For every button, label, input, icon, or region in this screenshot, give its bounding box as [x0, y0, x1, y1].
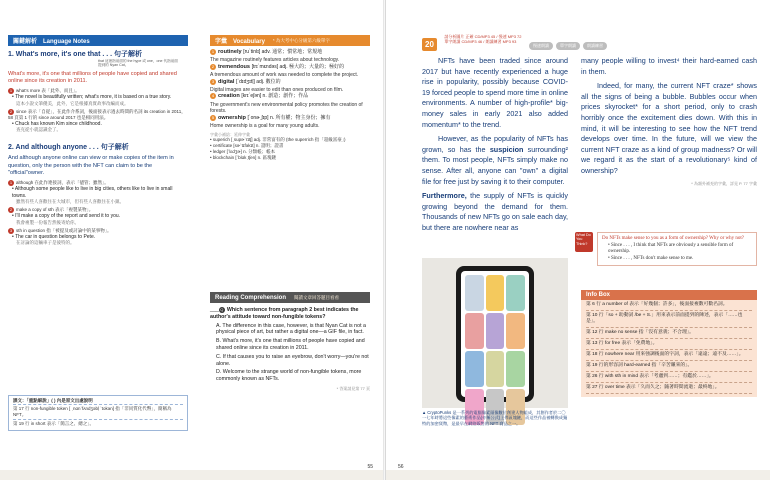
vocab-word: routinely — [218, 49, 244, 55]
cryptopunk-tile — [506, 351, 525, 387]
think-answer-1: • Since . . . , I think that NFTs are obviously a sensible form of ownership. — [608, 242, 734, 254]
vocab-word: creation — [218, 93, 242, 100]
phone-icon — [456, 266, 534, 402]
audio-line-2: 單字朗讀 CD/MP3 46 / 朗讀練習 MP3 93 — [444, 39, 517, 44]
article-paragraph-1: NFTs have been traded since around 2017 but have recently experienced a huge rise in popularity, possibly because COVID-19 forced people to spend more time in online environments. A number of high-profile* big-money sales in early 2021 also added momentum* to the trend. — [422, 56, 568, 129]
info-box — [581, 290, 757, 397]
page-number-right: 56 — [398, 464, 404, 470]
vocab-more-item: • blockchain [ˋblɑkˌtʃen] n. 區塊鏈 — [210, 155, 277, 161]
vocab-item — [210, 115, 370, 121]
vocab-item — [210, 79, 370, 85]
bottom-stripe — [0, 470, 385, 480]
q2-point-1: 1 although 在此作連接詞，表示「儘管；雖然」。 — [9, 179, 109, 185]
vocabulary — [210, 35, 370, 161]
info-row: 第 6 行 a number of 表示「好幾個；許多」，後面接複數可數名詞。 — [586, 300, 752, 311]
think-answer-2: • Since . . . , NFTs don't make sense to me. — [608, 255, 694, 261]
vocab-word: tremendous — [218, 63, 252, 70]
q2-title: 2. And although anyone . . . 句子解析 — [8, 144, 129, 152]
q2-point-3: 3 sth in question 指「被提及或討論中的某事物」。 — [9, 227, 112, 233]
audio-bar — [422, 34, 622, 52]
bottom-stripe — [386, 470, 770, 480]
vocab-more-label: 字彙小補給：延伸字彙 — [210, 132, 250, 138]
rc-option: B. What's more, it's one that millions of people have copied and shared online since its creation in 2011. — [216, 338, 365, 351]
lesson-badge: 20 — [422, 38, 437, 51]
language-notes-header: 關鍵解析 Language Notes — [8, 35, 188, 46]
vocab-word: digital — [218, 78, 237, 85]
audio-pill: 朗讀練習 — [583, 42, 607, 50]
vocab-example: The magazine routinely features articles about technology. — [210, 57, 340, 64]
info-row: 第 19 行的形容詞 hard-earned 指「辛苦賺來的」。 — [586, 361, 752, 372]
audio-pill: 慢速朗讀 — [529, 42, 553, 50]
think-box — [597, 232, 757, 266]
cryptopunks-grid — [461, 271, 529, 397]
rc-header: Reading Comprehension 閱讀文章回答題目看看 — [210, 292, 370, 303]
article-paragraph-3: Furthermore, the supply of NFTs is quickly growing beyond the demand for them. Thousands of new NFTs go on sale each day, but there are nowhere near as — [422, 191, 568, 232]
vocab-meaning: 創造；創作；作品 — [268, 93, 309, 100]
info-row: 第 13 行 for free 表示「免費地」。 — [586, 339, 752, 350]
vocab-ipa: [krɪˋeʃən] n. — [241, 93, 269, 100]
audio-line-1: 請分析圖片 正確 CD/MP3 45 / 慢速 MP3 72 — [444, 34, 522, 39]
vocab-meaning: 數位的 — [265, 78, 281, 85]
page-number-left: 55 — [367, 464, 373, 470]
q2-example-1: • Although some people like to live in big cities, others like to live in small towns. — [12, 185, 173, 199]
vocab-example: Home ownership is a goal for many young adults. — [210, 123, 320, 130]
q1-example-2: • Chuck has known Kim since childhood. — [12, 120, 102, 127]
key-points-box — [8, 395, 188, 431]
key-points-title: 課文：「重點解說」( ) 內是原文出處說明 — [13, 398, 183, 405]
think-tag: What Do You Think? — [575, 232, 593, 252]
vocabulary-header: 字彙 Vocabulary * 為大考中心分級第六級單字 — [210, 35, 370, 46]
info-row: 第 10 行「so + 助動詞 /be + S.」用來表示前面提到的陳述，表示「……也是」。 — [586, 311, 752, 328]
cryptopunk-tile — [506, 313, 525, 349]
cryptopunk-tile — [465, 313, 484, 349]
rc-answer-note: * 答案請見第 77 頁 — [336, 385, 370, 391]
q2-example-2-zh: 我會複製一份報告然後寄給你。 — [16, 219, 79, 225]
article-paragraph-5: Indeed, for many, the current NFT craze* shows all the signs of being a bubble. Bubbles occur when prices skyrocket* for a short period, only to crash horribly once the excitement dies down. With this in mind, it will be interesting to see how the NFT trend develops over time. In the future, will we view the current NFT craze as a kind of group madness? Or will we regard it as the start of a revolutionary⁵ kind of ownership? — [581, 81, 757, 175]
q1-point-2: 2 since 表示「自從」，在此作介系詞，後面接表示過去時間的名詞 its creation in 2011，58 頁第 1 行的 since around 2017 也是相同用法。 — [8, 108, 186, 120]
info-row: 第 18 行 nowhere near 用來強調後面的字詞，表示「遠遠；遠不及……」。 — [586, 350, 752, 361]
audio-pill: 單字朗讀 — [556, 42, 580, 50]
cryptopunk-tile — [465, 351, 484, 387]
vocab-meaning: 極大的；大量的；極好的 — [289, 63, 345, 70]
vocab-item — [210, 49, 370, 55]
vocab-example: A tremendous amount of work was needed to complete the project. — [210, 72, 359, 79]
q2-example-3: • The car in question belongs to Pete. — [12, 233, 96, 240]
info-row: 第 27 行 over time 表示「久而久之；隨著時間流逝；最終地」。 — [586, 383, 752, 394]
vocab-more-item: • superich [ˌsupɚˋrɪtʃ] adj. 非常富有的 (the superrich 指「超級富豪」) — [210, 137, 346, 143]
vocab-example: The government's new environmental policy promotes the creation of forests. — [210, 101, 363, 115]
rc-option: D. Welcome to the strange world of non-fungible tokens, more commonly known as NFTs. — [216, 369, 362, 383]
vocab-word: ownership — [218, 114, 248, 121]
cryptopunk-tile — [465, 275, 484, 311]
audio-pills — [526, 34, 607, 51]
info-row: 第 12 行 make no sense 指「沒有意義；不合理」。 — [586, 328, 752, 339]
key-point-row: 第 17 行 non-fungible token [ ˌnɑnˋfʌndʒəbḷ ˋtokən] 指「非同質化代幣」，簡稱為 NFT。 — [13, 405, 183, 420]
q1-example-1: • The novel is beautifully written; what's more, it is based on a true story. — [12, 94, 172, 100]
cryptopunk-tile — [486, 351, 505, 387]
vocab-meaning: 通常；慣常地；常規地 — [272, 49, 323, 55]
rc-options — [210, 323, 370, 383]
vocab-meaning: 所有權；物主身份；擁有 — [275, 114, 331, 121]
q1-title: 1. What's more, it's one that . . . 句子解析 — [8, 51, 143, 58]
vocab-number: 3 — [211, 78, 215, 84]
reading-comprehension — [210, 292, 370, 391]
q1-point-1: 1 what's more 表「此外、而且」。 — [9, 88, 80, 93]
article-column-2 — [581, 56, 757, 186]
q1-example-1-zh: 這本小說文筆優美，此外，它是根據真實故事改編而成。 — [16, 100, 129, 106]
photo-caption: ▲ CryptoPunks 是一系列的電腦像素頭像數位創建人物組成，其創作者於二〇一七年時將這些像素的藝術作品(亦稱公式)上傳區塊鏈，而這些作品被轉換成獨特的加密貨幣，是最早在網絡販售的 NFT 商品之一。 — [422, 410, 568, 426]
article-column-1 — [422, 56, 568, 238]
vocab-ipa: [ruˋtinlɪ] adv. — [243, 49, 273, 55]
q2-example-3-zh: 在討論的這輛車子是彼特的。 — [16, 240, 75, 246]
q1-example-2-zh: 查克從小就認識金了。 — [16, 127, 61, 133]
cryptopunk-tile — [506, 275, 525, 311]
vocabulary-list — [210, 49, 370, 129]
vocab-example: Digital images are easier to edit than ones produced on film. — [210, 87, 344, 94]
vocab-ipa: [ˋdɪdʒɪtḷ] adj. — [236, 78, 266, 85]
info-row: 第 26 行 with sth in mind 表示「考慮到……；有鑑於……」。 — [586, 372, 752, 383]
q2-example-1-zh: 雖然有些人喜歡住在大城市，但有些人喜歡住在小鎮。 — [16, 199, 124, 205]
vocab-item — [210, 93, 370, 99]
vocab-more-item: • ledger [ˋlɛdʒɚ] n. 分類帳；帳本 — [210, 149, 276, 155]
article-paragraph-2: However, as the popularity of NFTs has grown, so has the suspicion surrounding² them. To most people, NFTs simply make no sense. After all, anyone can "own" a digital file for free just by saving it to their computer. — [422, 134, 568, 186]
vocab-ipa: [trɪˋmɛndəs] adj. — [251, 63, 289, 70]
vocab-number: 4 — [211, 93, 215, 99]
vocab-number: 1 — [211, 49, 215, 54]
key-point-row: 第 19 行 in short 表示「簡言之、總之」。 — [13, 421, 95, 426]
q2-sentence: And although anyone online can view or make copies of the item in question, only the person with the NFT can claim to be the "official"owner. — [8, 155, 174, 177]
right-page — [385, 0, 770, 480]
article-paragraph-4: many people willing to invest⁴ their hard-earned cash in them. — [581, 56, 757, 76]
q2-example-2: • I'll make a copy of the report and send it to you. — [12, 213, 121, 220]
q1-sentence: What's more, it's one that millions of people have copied and shared online since its creation in 2011. — [8, 70, 177, 85]
vocab-number: 2 — [211, 63, 215, 69]
cryptopunk-tile — [486, 275, 505, 311]
cryptopunk-tile — [486, 313, 505, 349]
info-rows — [581, 300, 757, 394]
vocab-more-list — [210, 137, 370, 161]
rc-option: C. If that causes you to raise an eyebrow, don't worry—you're not alone. — [216, 353, 369, 367]
q1-note: that 這裡指前面的 the hype 或 one，one 代指前面提到的 Nyan Cat。 — [98, 59, 178, 68]
vocab-number: 5 — [211, 114, 215, 120]
vocab-item — [210, 64, 370, 70]
rc-question: ___Q Which sentence from paragraph 2 best indicates the author's attitude toward non-fungible tokens? — [210, 307, 359, 320]
article-note: * 為額外補充的字彙，詳見 P. 77 字彙 — [691, 180, 757, 186]
language-notes — [8, 35, 188, 246]
vocab-ipa: [ˋonɚˌʃɪp] n. — [247, 114, 276, 121]
info-box-header: Info Box — [581, 290, 757, 300]
rc-option: A. The difference in this case, however, is that Nyan Cat is not a physical piece of art, but rather a digital one—a GIF file, in fact. — [216, 322, 366, 336]
think-question: Do NFTs make sense to you as a form of ownership? Why or why not? — [602, 236, 745, 241]
vocab-more-item: • certificate [sɚˋtɪfəkɪt] n. 證明；證書 — [210, 143, 284, 149]
what-do-you-think — [576, 232, 757, 266]
q2-point-2: 2 make a copy of sth 表示「複製某物」。 — [9, 207, 94, 213]
phone-nft-photo — [422, 258, 568, 408]
